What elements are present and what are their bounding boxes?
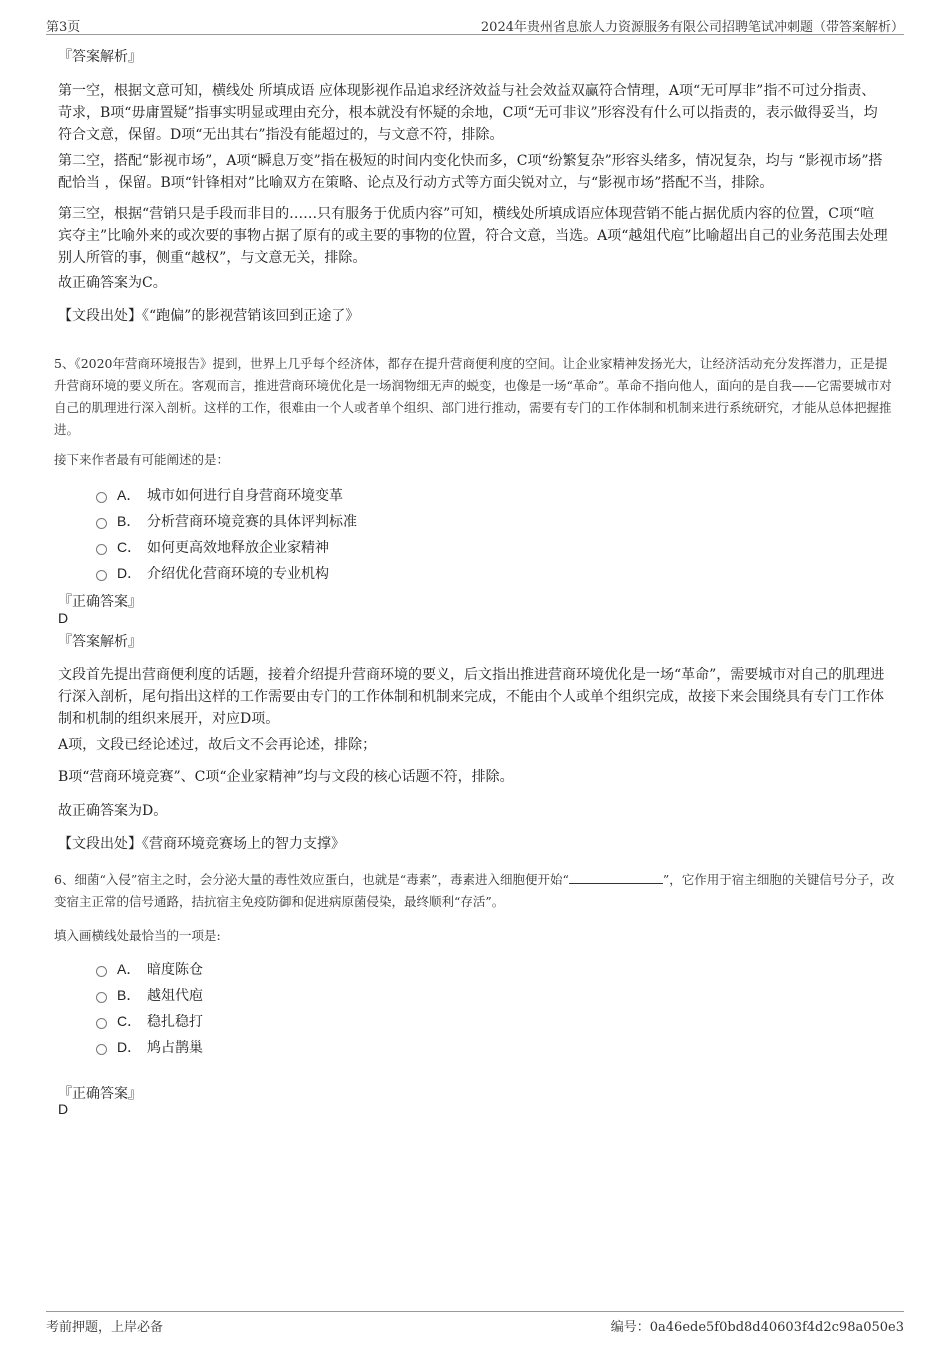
radio-icon[interactable] [96,518,107,529]
document-id: 编号：0a46ede5f0bd8d40603f4d2c98a050e3 [610,1320,904,1335]
q4-conclusion: 故正确答案为C。 [58,275,167,291]
q5-answer-label: 『正确答案』 [58,594,142,610]
radio-icon[interactable] [96,992,107,1003]
q5-analysis-label: 『答案解析』 [58,634,142,650]
q5-answer: D [58,610,69,626]
q6-option-a[interactable]: A． 暗度陈仓 [96,956,203,982]
q6-option-b[interactable]: B． 越俎代庖 [96,982,203,1008]
q5-source: 【文段出处】《营商环境竞赛场上的智力支撑》 [58,836,345,852]
radio-icon[interactable] [96,1044,107,1055]
q5-analysis-p2: A项，文段已经论述过，故后文不会再论述，排除； [58,737,377,753]
q4-analysis-p1: 第一空，根据文意可知，横线处 所填成语 应体现影视作品追求经济效益与社会效益双赢符合情理，A项“无可厚非”指不可过分指责、苛求，B项“毋庸置疑”指事实明显或理由充分，根本就没有怀疑的余地，C项“无可非议”形容没有什么可以指责的，表示做得妥当，均符合文意，保留。D项“无出其右”指没有能超过的，与文意不符，排除。 [58,83,878,143]
footer-slogan: 考前押题，上岸必备 [46,1320,164,1335]
q6-option-d[interactable]: D． 鸠占鹊巢 [96,1034,203,1060]
page-number: 第3页 [46,20,81,35]
radio-icon[interactable] [96,1018,107,1029]
radio-icon[interactable] [96,570,107,581]
q4-analysis-p3: 第三空，根据“营销只是手段而非目的……只有服务于优质内容”可知，横线处所填成语应体现营销不能占据优质内容的位置，C项“喧宾夺主”比喻外来的或次要的事物占据了原有的或主要的事物的位置，符合文意，当选。A项“越俎代庖”比喻超出自己的业务范围去处理别人所管的事，侧重“越权”，与文意无关，排除。 [58,206,888,266]
radio-icon[interactable] [96,966,107,977]
q4-source: 【文段出处】《“跑偏”的影视营销该回到正途了》 [58,308,360,324]
q5-option-a[interactable]: A． 城市如何进行自身营商环境变革 [96,482,357,508]
q6-answer: D [58,1101,69,1117]
q5-stem: 5、《2020年营商环境报告》提到，世界上几乎每个经济体，都存在提升营商便利度的空间。让企业家精神发扬光大，让经济活动充分发挥潜力，正是提升营商环境的要义所在。客观而言，推进营商环境优化是一场润物细无声的蜕变，也像是一场“革命”。革命不指向他人，面向的是自我——它需要城市对自己的肌理进行深入剖析。这样的工作，很难由一个人或者单个组织、部门进行推动，需要有专门的工作体制和机制来进行系统研究，才能从总体把握推进。 [54,356,892,437]
q5-option-d[interactable]: D． 介绍优化营商环境的专业机构 [96,560,357,586]
document-title: 2024年贵州省息旅人力资源服务有限公司招聘笔试冲刺题（带答案解析） [480,20,904,35]
q6-answer-label: 『正确答案』 [58,1086,142,1102]
q5-conclusion: 故正确答案为D。 [58,803,168,819]
q5-analysis-p1: 文段首先提出营商便利度的话题，接着介绍提升营商环境的要义，后文指出推进营商环境优化是一场“革命”，需要城市对自己的肌理进行深入剖析，尾句指出这样的工作需要由专门的工作体制和机制来完成，不能由个人或单个组织完成，故接下来会围绕具有专门工作体制和机制的组织来展开，对应D项。 [58,667,885,727]
page-header [46,14,904,35]
q4-analysis-label: 『答案解析』 [58,49,142,65]
q5-option-b[interactable]: B． 分析营商环境竞赛的具体评判标准 [96,508,357,534]
fill-blank [569,871,663,884]
q5-option-c[interactable]: C． 如何更高效地释放企业家精神 [96,534,357,560]
q6-prompt: 填入画横线处最恰当的一项是: [54,928,221,943]
q6-stem: 6、细菌“入侵”宿主之时，会分泌大量的毒性效应蛋白，也就是“毒素”，毒素进入细胞便开始“ ”，它作用于宿主细胞的关键信号分子，改变宿主正常的信号通路，拮抗宿主免疫防御和促进病原菌侵染，最终顺利“存活”。 [54,872,895,909]
q6-option-c[interactable]: C． 稳扎稳打 [96,1008,203,1034]
q4-analysis-p2: 第二空，搭配“影视市场”，A项“瞬息万变”指在极短的时间内变化快而多，C项“纷繁复杂”形容头绪多，情况复杂，均与 “影视市场”搭配恰当 ，保留。B项“针锋相对”比喻双方在策略、论点及行动方式等方面尖锐对立，与“影视市场”搭配不当，排除。 [58,153,883,191]
q6-options [96,956,203,1060]
page-footer [46,1311,904,1338]
radio-icon[interactable] [96,544,107,555]
radio-icon[interactable] [96,492,107,503]
q5-analysis-p3: B项“营商环境竞赛”、C项“企业家精神”均与文段的核心话题不符，排除。 [58,769,514,785]
q5-prompt: 接下来作者最有可能阐述的是： [54,452,230,467]
q5-options [96,482,357,586]
